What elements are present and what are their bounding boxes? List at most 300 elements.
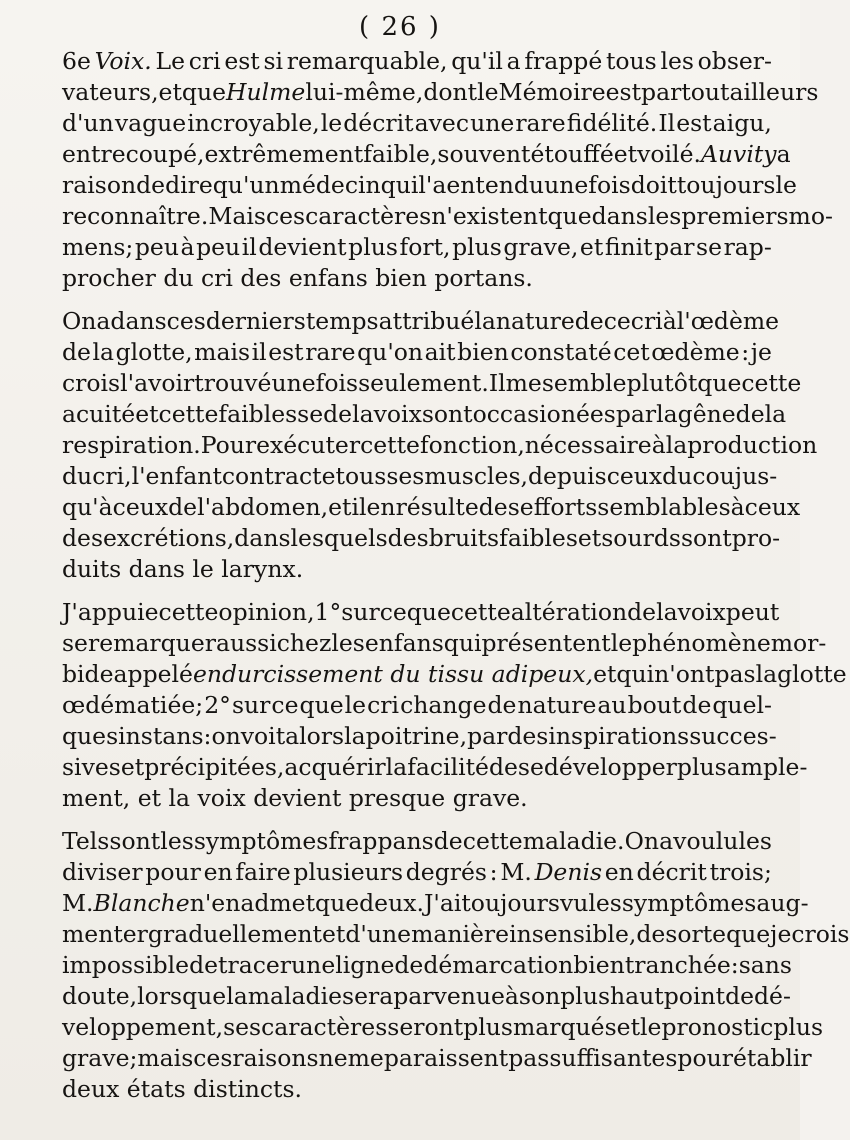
word: ample- — [726, 753, 808, 781]
word: l'abdomen, — [197, 493, 329, 521]
word: fonction, — [419, 431, 525, 459]
word: ailleurs — [729, 78, 819, 106]
word: qu'à — [62, 493, 113, 521]
word: ce — [603, 307, 631, 335]
word: ceux — [744, 493, 801, 521]
word: crois — [791, 920, 850, 948]
word: sera — [342, 982, 394, 1010]
word: phénomène — [632, 629, 771, 657]
word: gêne — [677, 400, 736, 428]
word: il — [251, 338, 267, 366]
word: efforts — [519, 493, 598, 521]
word: tous — [605, 47, 657, 75]
word: se — [62, 629, 88, 657]
word: symptômes — [621, 889, 757, 917]
word: ces — [193, 1044, 233, 1072]
word: au — [597, 691, 627, 719]
word: trois; — [709, 858, 772, 886]
word: , — [415, 78, 424, 106]
word: de — [627, 598, 657, 626]
word: constaté — [510, 338, 612, 366]
word: cette — [462, 827, 523, 855]
text-line — [62, 232, 772, 263]
word: la — [385, 753, 408, 781]
word: je — [750, 338, 772, 366]
word: respiration. — [62, 431, 201, 459]
word: mais — [194, 338, 251, 366]
word: les — [660, 47, 694, 75]
word: glotte — [777, 660, 847, 688]
word: à — [504, 982, 519, 1010]
text-line — [62, 721, 777, 752]
word: ligne — [335, 951, 395, 979]
word: me — [347, 1044, 384, 1072]
word: son — [518, 982, 561, 1010]
word: vague — [114, 109, 187, 137]
word: cri — [367, 691, 400, 719]
word: mor- — [770, 629, 827, 657]
word: peu — [134, 233, 179, 261]
word: a — [506, 47, 521, 75]
word: cette — [450, 598, 511, 626]
word: incroyable, — [187, 109, 320, 137]
word: aussi — [215, 629, 277, 657]
word: plusieurs — [293, 858, 404, 886]
word: crois — [62, 369, 121, 397]
word: cet — [613, 338, 650, 366]
text-line — [62, 783, 772, 814]
word: maladie — [247, 982, 343, 1010]
text-line — [62, 981, 791, 1012]
word: toujours — [461, 889, 560, 917]
word: de — [62, 338, 91, 366]
word: précipitées, — [144, 753, 285, 781]
italic-word: Denis — [534, 858, 603, 886]
paragraph — [62, 826, 850, 1105]
word: deux états distincts. — [62, 1075, 302, 1103]
word: et — [616, 1013, 641, 1041]
word: exécuter — [256, 431, 361, 459]
text-line — [62, 888, 809, 919]
word: d'une — [345, 920, 412, 948]
word: appelé — [113, 660, 193, 688]
word: 2° — [204, 691, 231, 719]
word: partout — [641, 78, 730, 106]
word: vu — [559, 889, 589, 917]
word: instans — [118, 722, 204, 750]
word: de — [735, 400, 765, 428]
word: par — [467, 722, 508, 750]
word: temps — [305, 307, 379, 335]
word: impossible — [62, 951, 190, 979]
word: est — [224, 47, 260, 75]
word: d'un — [62, 109, 114, 137]
word: des — [387, 524, 429, 552]
word: aigu, — [712, 109, 772, 137]
word: a — [659, 827, 674, 855]
word: sont — [680, 524, 732, 552]
word: sorte — [665, 920, 727, 948]
word: suffisantes — [549, 1044, 678, 1072]
word: de — [487, 691, 517, 719]
text-line — [62, 306, 780, 337]
word: et — [613, 140, 638, 168]
word: dé- — [754, 982, 791, 1010]
word: les — [160, 827, 194, 855]
word: muscles, — [424, 462, 528, 490]
word: la — [474, 307, 496, 335]
word: premiers — [681, 202, 789, 230]
word: lorsque — [137, 982, 227, 1010]
word: en — [604, 858, 634, 886]
word: que — [406, 598, 451, 626]
word: mens; — [62, 233, 134, 261]
word: qui — [443, 629, 482, 657]
word: l'œdème — [676, 307, 780, 335]
word: de — [574, 307, 604, 335]
word: plus — [560, 982, 611, 1010]
word: cette — [741, 369, 802, 397]
word: l'avoir — [120, 369, 195, 397]
word: frappans — [328, 827, 434, 855]
word: faiblesse — [218, 400, 324, 428]
word: Pour — [200, 431, 257, 459]
word: que — [547, 202, 592, 230]
body-text — [62, 46, 850, 1117]
word: contracte — [221, 462, 336, 490]
page-number: ( 26 ) — [359, 12, 441, 42]
word: Mémoire — [498, 78, 606, 106]
word: sans — [738, 951, 792, 979]
word: opinion, — [218, 598, 315, 626]
word: et — [135, 400, 159, 428]
word: pas — [714, 660, 756, 688]
word: facilité — [407, 753, 489, 781]
word: degrés — [405, 858, 487, 886]
word: rare — [515, 109, 566, 137]
word: 1° — [314, 598, 342, 626]
word: : — [489, 858, 498, 886]
word: vateurs, — [62, 78, 159, 106]
word: et — [328, 493, 352, 521]
word: veloppement, — [62, 1013, 224, 1041]
word: trouvé — [194, 369, 272, 397]
word: finit — [604, 233, 653, 261]
word: sont — [421, 400, 473, 428]
word: aug- — [756, 889, 809, 917]
word: inspirations — [548, 722, 690, 750]
word: derniers — [205, 307, 306, 335]
word: grave; — [62, 1044, 138, 1072]
word: M. — [500, 858, 532, 886]
word: lui-même — [305, 78, 416, 106]
word: excrétions, — [103, 524, 235, 552]
text-line — [62, 1074, 772, 1105]
word: ceux — [112, 493, 169, 521]
word: parvenue — [393, 982, 505, 1010]
text-line — [62, 201, 833, 232]
word: cri, — [92, 462, 132, 490]
word: les — [647, 202, 682, 230]
word: par — [615, 400, 657, 428]
italic-word: Auvity — [700, 140, 777, 168]
word: et — [577, 524, 602, 552]
text-line — [62, 1012, 824, 1043]
word: nature — [517, 691, 597, 719]
word: et — [322, 920, 346, 948]
word: menter — [62, 920, 148, 948]
word: par — [654, 233, 695, 261]
word: : — [203, 722, 212, 750]
word: paraissent — [383, 1044, 509, 1072]
word: frappé — [524, 47, 603, 75]
word: cri — [188, 47, 221, 75]
word: remarquer — [87, 629, 216, 657]
word: œdème — [651, 338, 740, 366]
word: ces — [166, 307, 206, 335]
word: caractères — [305, 202, 432, 230]
word: que — [697, 369, 742, 397]
word: peut — [725, 598, 780, 626]
word: de — [682, 691, 712, 719]
word: mais — [137, 1044, 194, 1072]
word: entendu — [446, 171, 545, 199]
word: à — [662, 307, 677, 335]
word: diviser — [62, 858, 143, 886]
word: reconnaître. — [62, 202, 209, 230]
word: des — [478, 493, 520, 521]
word: plus — [676, 753, 727, 781]
word: des — [507, 722, 549, 750]
text-line — [62, 690, 772, 721]
word: la — [226, 982, 248, 1010]
word: rap- — [723, 233, 772, 261]
word: ne — [318, 1044, 348, 1072]
text-line — [62, 368, 802, 399]
word: jus- — [734, 462, 778, 490]
text-line — [62, 399, 787, 430]
word: voix — [677, 598, 726, 626]
italic-word: Blanche — [93, 889, 190, 917]
word: est — [268, 338, 304, 366]
word: me — [505, 369, 542, 397]
word: de — [394, 951, 424, 979]
word: pour — [145, 858, 201, 886]
word: Mais — [208, 202, 266, 230]
word: plus — [463, 1013, 513, 1041]
word: je — [770, 920, 792, 948]
word: entrecoupé, — [62, 140, 205, 168]
word: semblables — [597, 493, 731, 521]
word: fort, — [399, 233, 451, 261]
word: souvent — [437, 140, 531, 168]
word: mo- — [788, 202, 833, 230]
word: occasionées — [472, 400, 616, 428]
word: plus — [348, 233, 398, 261]
word: ses — [223, 1013, 262, 1041]
word: graduellement — [147, 920, 323, 948]
text-line — [62, 919, 850, 950]
word: établir — [732, 1044, 812, 1072]
word: de — [433, 827, 463, 855]
word: ce — [379, 598, 407, 626]
word: dans — [591, 202, 648, 230]
word: la — [656, 598, 678, 626]
text-line — [62, 108, 772, 139]
word: que — [726, 920, 771, 948]
word: pronostic — [661, 1013, 774, 1041]
word: des — [62, 524, 104, 552]
word: qu'on — [357, 338, 424, 366]
word: on — [211, 722, 241, 750]
word: alors — [285, 722, 345, 750]
text-line — [62, 554, 772, 585]
word: remarquable, — [286, 47, 448, 75]
italic-word: endurcissement du tissu adipeux, — [192, 660, 594, 688]
word: plus — [452, 233, 502, 261]
word: de — [636, 920, 666, 948]
word: acuité — [62, 400, 136, 428]
paragraph — [62, 306, 818, 585]
word: glotte, — [115, 338, 193, 366]
word: sourds — [601, 524, 681, 552]
word: maladie. — [522, 827, 625, 855]
word: la — [656, 400, 678, 428]
word: cette — [360, 431, 420, 459]
word: à — [180, 233, 195, 261]
word: obser- — [697, 47, 772, 75]
word: doute, — [62, 982, 138, 1010]
word: en — [203, 858, 233, 886]
word: caractères — [261, 1013, 388, 1041]
paragraph — [62, 597, 847, 814]
word: : — [730, 951, 739, 979]
word: voulu — [673, 827, 739, 855]
word: que — [181, 78, 226, 106]
text-line — [62, 752, 808, 783]
word: Le — [155, 47, 185, 75]
word: ce — [271, 691, 299, 719]
word: bide — [62, 660, 114, 688]
word: le — [640, 1013, 662, 1041]
italic-word: Hulme — [226, 78, 306, 106]
word: nécessaire — [524, 431, 652, 459]
word: le — [610, 629, 633, 657]
word: succes- — [689, 722, 777, 750]
word: extrêmement — [204, 140, 364, 168]
text-line — [62, 46, 772, 77]
word: voilé. — [637, 140, 701, 168]
word: de — [323, 400, 353, 428]
word: de — [189, 951, 219, 979]
word: présentent — [481, 629, 611, 657]
word: semble — [541, 369, 627, 397]
word: grave, — [503, 233, 579, 261]
word: : — [741, 338, 750, 366]
word: poitrine, — [365, 722, 468, 750]
text-line — [62, 826, 772, 857]
word: développer — [543, 753, 677, 781]
word: raison — [62, 171, 137, 199]
italic-word: Voix. — [94, 47, 152, 75]
word: il — [351, 493, 367, 521]
word: résulte — [395, 493, 479, 521]
word: le — [320, 109, 343, 137]
word: chez — [276, 629, 332, 657]
word: fois — [315, 369, 359, 397]
word: ment, et la voix devient presque grave. — [62, 784, 528, 812]
word: qu'un — [212, 171, 280, 199]
word: ques — [62, 722, 119, 750]
text-line — [62, 77, 819, 108]
word: la — [755, 660, 778, 688]
word: l'a — [418, 171, 447, 199]
word: deux. — [359, 889, 424, 917]
word: sont — [109, 827, 161, 855]
word: n'existent — [431, 202, 548, 230]
word: de — [488, 753, 518, 781]
word: enfans — [364, 629, 444, 657]
word: quel- — [712, 691, 772, 719]
text-line — [62, 492, 801, 523]
word: le — [344, 691, 367, 719]
word: se — [517, 753, 544, 781]
word: ait — [424, 338, 456, 366]
word: acquérir — [284, 753, 386, 781]
word: depuis — [527, 462, 607, 490]
word: J'ai — [423, 889, 462, 917]
word: rare — [305, 338, 356, 366]
word: point — [663, 982, 726, 1010]
word: à — [730, 493, 745, 521]
text-line — [62, 628, 827, 659]
word: ces — [265, 202, 306, 230]
word: voix — [373, 400, 422, 428]
word: altération — [510, 598, 628, 626]
word: est — [676, 109, 712, 137]
word: se — [696, 233, 722, 261]
word: à — [651, 431, 666, 459]
word: Il — [488, 369, 506, 397]
word: bout — [627, 691, 682, 719]
word: le — [775, 171, 797, 199]
word: On — [624, 827, 659, 855]
word: de — [725, 982, 755, 1010]
word: fidélité. — [566, 109, 658, 137]
text-line — [62, 139, 791, 170]
word: toujours — [676, 171, 776, 199]
word: médecin — [279, 171, 381, 199]
word: ses — [386, 462, 425, 490]
word: dans — [110, 307, 167, 335]
word: et — [120, 753, 145, 781]
word: de — [168, 493, 198, 521]
word: doit — [630, 171, 677, 199]
word: et — [579, 233, 604, 261]
word: la — [344, 722, 366, 750]
word: faible, — [363, 140, 438, 168]
word: les — [738, 827, 772, 855]
word: sur — [341, 598, 380, 626]
word: décrit — [636, 858, 707, 886]
word: la — [92, 338, 115, 366]
word: seulement. — [358, 369, 489, 397]
word: en — [366, 493, 396, 521]
word: les — [331, 629, 365, 657]
word: attribué — [378, 307, 475, 335]
word: que — [315, 889, 360, 917]
text-line — [62, 659, 847, 690]
